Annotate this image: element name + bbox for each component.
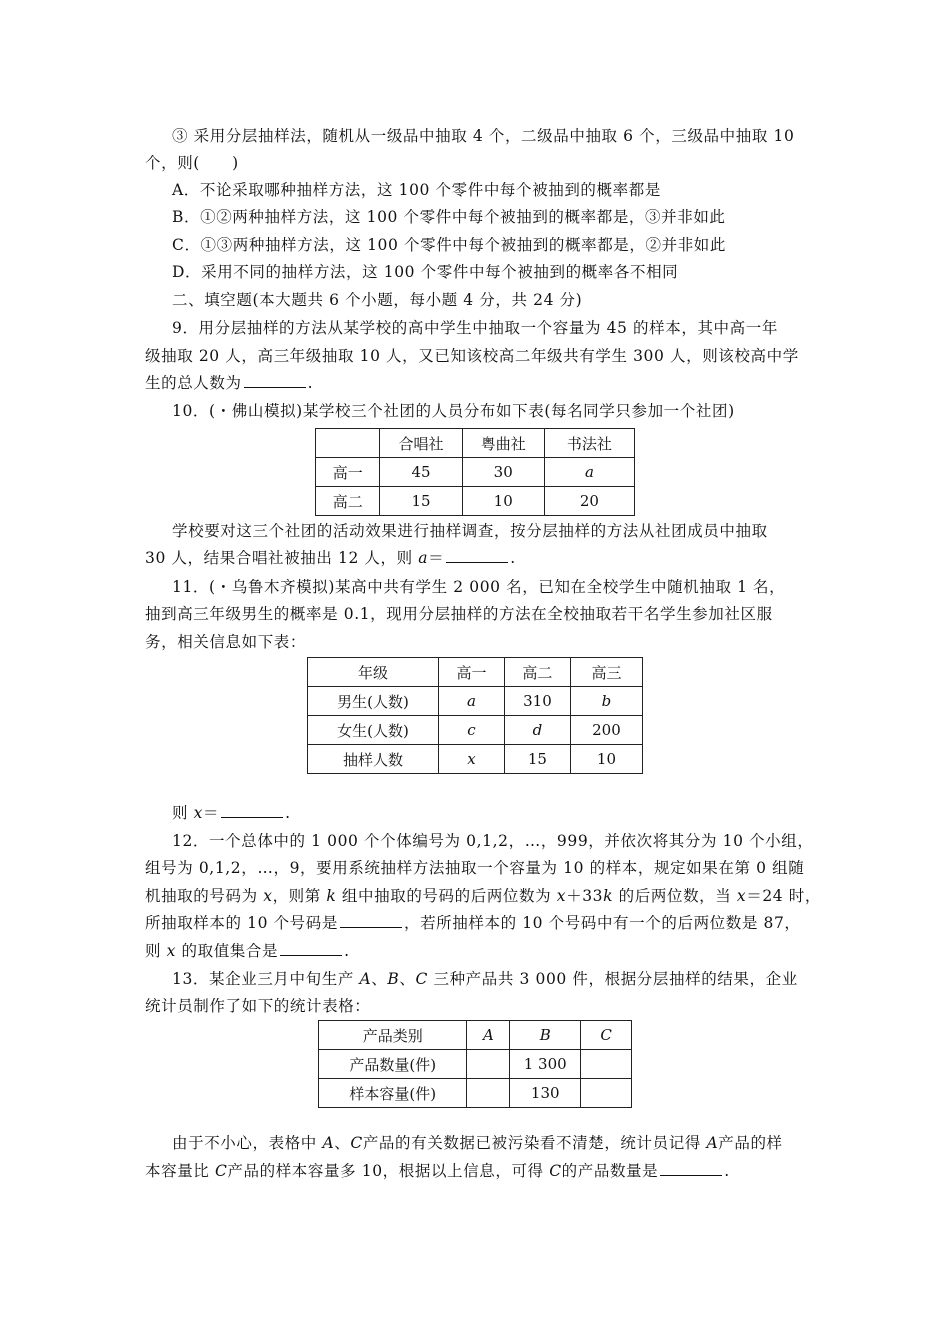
q8-option-c: C．①③两种抽样方法，这 100 个零件中每个被抽到的概率都是，②并非如此 — [172, 236, 727, 254]
answer-blank — [244, 373, 306, 388]
q11-line-3: 务，相关信息如下表： — [145, 633, 307, 651]
table-row: 高一 45 30 a — [316, 458, 635, 487]
q11-line-4: 则 x＝ . — [172, 804, 291, 822]
answer-blank — [340, 913, 402, 928]
q13-line-1: 13．某企业三月中旬生产 A、B、C 三种产品共 3 000 件，根据分层抽样的结果，企业 — [172, 970, 798, 988]
table-row: 女生(人数) c d 200 — [308, 716, 643, 745]
table-row: 产品数量(件) 1 300 — [319, 1050, 632, 1079]
q8-option-a: A．不论采取哪种抽样方法，这 100 个零件中每个被抽到的概率都是 — [172, 181, 661, 199]
q11-table — [307, 657, 643, 774]
q12-line-2: 组号为 0,1,2，…，9，要用系统抽样方法抽取一个容量为 10 的样本，规定如果在第 0 组随 — [145, 859, 805, 877]
q8-option-b: B．①②两种抽样方法，这 100 个零件中每个被抽到的概率都是，③并非如此 — [172, 208, 726, 226]
table-row: 产品类别 A B C — [319, 1021, 632, 1050]
table-row: 抽样人数 x 15 10 — [308, 745, 643, 774]
q13-line-2: 统计员制作了如下的统计表格： — [145, 997, 371, 1015]
q10-line-1: 10．(・佛山模拟)某学校三个社团的人员分布如下表(每名同学只参加一个社团) — [172, 402, 735, 420]
answer-blank — [280, 941, 342, 956]
q10-line-3: 30 人，结果合唱社被抽出 12 人，则 a＝ . — [145, 549, 516, 567]
q13-line-3: 由于不小心，表格中 A、C产品的有关数据已被污染看不清楚，统计员记得 A产品的样 — [172, 1134, 783, 1152]
answer-blank — [660, 1161, 722, 1176]
q9-line-1: 9．用分层抽样的方法从某学校的高中学生中抽取一个容量为 45 的样本，其中高一年 — [172, 319, 778, 337]
q8-line-2: 个，则( ) — [145, 154, 239, 172]
q9-line-3: 生的总人数为 . — [145, 374, 314, 392]
q10-table — [315, 428, 635, 516]
q11-line-2: 抽到高三年级男生的概率是 0.1，现用分层抽样的方法在全校抽取若干名学生参加社区服 — [145, 605, 773, 623]
q8-option-d: D．采用不同的抽样方法，这 100 个零件中每个被抽到的概率各不相同 — [172, 263, 679, 281]
table-row: 样本容量(件) 130 — [319, 1079, 632, 1108]
answer-blank — [221, 803, 283, 818]
q9-line-2: 级抽取 20 人，高三年级抽取 10 人，又已知该校高二年级共有学生 300 人，则该校高中学 — [145, 347, 799, 365]
table-row: 男生(人数) a 310 b — [308, 687, 643, 716]
q13-line-4: 本容量比 C产品的样本容量多 10，根据以上信息，可得 C的产品数量是 . — [145, 1162, 730, 1180]
q12-line-4: 所抽取样本的 10 个号码是 ，若所抽样本的 10 个号码中有一个的后两位数是 87， — [145, 914, 801, 932]
table-row: 年级 高一 高二 高三 — [308, 658, 643, 687]
table-row: 合唱社 粤曲社 书法社 — [316, 429, 635, 458]
q12-line-1: 12．一个总体中的 1 000 个个体编号为 0,1,2，…，999，并依次将其分为 10 个小组， — [172, 832, 814, 850]
table-row: 高二 15 10 20 — [316, 487, 635, 516]
q8-line-1: ③ 采用分层抽样法，随机从一级品中抽取 4 个，二级品中抽取 6 个，三级品中抽取 10 — [172, 127, 795, 145]
q12-line-5: 则 x 的取值集合是 . — [145, 942, 350, 960]
section-heading: 二、填空题(本大题共 6 个小题，每小题 4 分，共 24 分) — [172, 291, 583, 309]
q10-line-2: 学校要对这三个社团的活动效果进行抽样调查，按分层抽样的方法从社团成员中抽取 — [172, 522, 768, 540]
q11-line-1: 11．(・乌鲁木齐模拟)某高中共有学生 2 000 名，已知在全校学生中随机抽取 1 名， — [172, 578, 786, 596]
q13-table — [318, 1020, 632, 1108]
answer-blank — [446, 548, 508, 563]
q12-line-3: 机抽取的号码为 x，则第 k 组中抽取的号码的后两位数为 x＋33k 的后两位数，当 x＝24 时， — [145, 887, 822, 905]
